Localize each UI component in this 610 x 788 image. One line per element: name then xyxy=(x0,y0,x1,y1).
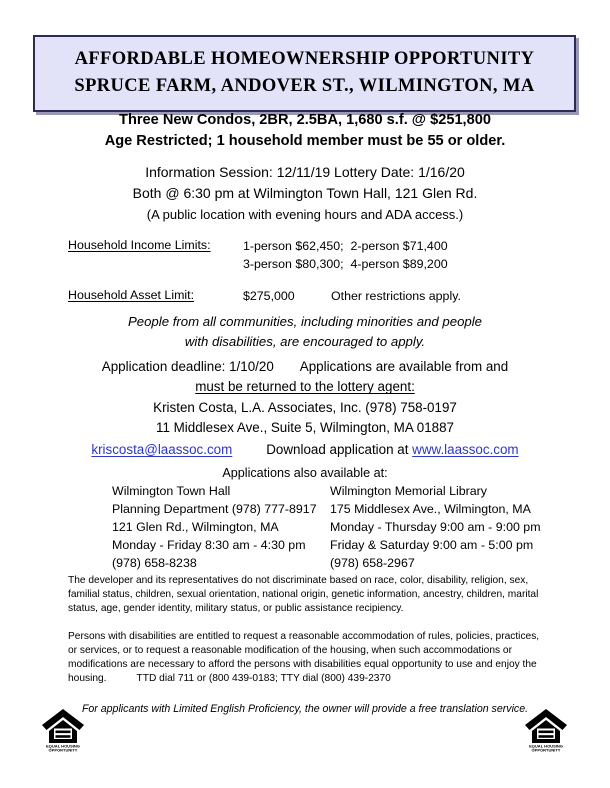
also-available-locations xyxy=(112,482,542,573)
download-application-text: Download application at xyxy=(266,441,409,457)
session-info xyxy=(0,162,610,224)
list-item: Wilmington Town Hall xyxy=(112,484,231,498)
income-limit-line-2: 3-person $80,300; 4-person $89,200 xyxy=(243,256,448,271)
agent-name-phone: Kristen Costa, L.A. Associates, Inc. (978) 758-0197 xyxy=(153,399,457,415)
accommodation-statement xyxy=(68,630,540,686)
asset-limit-row xyxy=(68,288,538,306)
session-location: Both @ 6:30 pm at Wilmington Town Hall, 121 Glen Rd. xyxy=(132,185,478,202)
application-availability: Applications are available from and xyxy=(299,359,509,374)
asset-limit-note: Other restrictions apply. xyxy=(331,289,461,304)
asset-limit-values xyxy=(243,288,538,306)
session-access-note: (A public location with evening hours and ADA access.) xyxy=(146,206,464,222)
nondiscrimination-statement: The developer and its representatives do not discriminate based on race, color, disability, religion, sex, familial status, children, sexual orientation, national origin, genetic information, ancestry, children, marital status, age, gender identity, military status, or public assistance recipiency. xyxy=(68,575,539,615)
equal-housing-opportunity-icon xyxy=(41,706,85,752)
application-return-text: must be returned to the lottery agent: xyxy=(195,379,415,395)
application-return-line xyxy=(0,377,610,397)
tty-relay-line: TTD dial 711 or (800 439-0183; TTY dial (800) 439-2370 xyxy=(136,673,391,685)
title-line-1: AFFORDABLE HOMEOWNERSHIP OPPORTUNITY xyxy=(74,49,535,69)
application-info xyxy=(0,357,610,460)
list-item: Planning Department (978) 777-8917 xyxy=(112,502,317,517)
encouragement-note xyxy=(0,312,610,352)
income-limits-values xyxy=(243,238,538,273)
application-deadline: Application deadline: 1/10/20 xyxy=(101,359,274,374)
also-available-heading: Applications also available at: xyxy=(222,466,388,480)
encouragement-line-2: with disabilities, are encouraged to apply. xyxy=(184,333,426,349)
list-item: (978) 658-2967 xyxy=(330,556,415,571)
svg-text:OPPORTUNITY: OPPORTUNITY xyxy=(48,747,78,752)
list-item: Monday - Thursday 9:00 am - 9:00 pm xyxy=(330,520,541,535)
agent-address: 11 Middlesex Ave., Suite 5, Wilmington, MA 01887 xyxy=(156,420,454,436)
limited-english-proficiency-note: For applicants with Limited English Proficiency, the owner will provide a free translation service. xyxy=(81,703,529,715)
asset-limit-amount: $275,000 xyxy=(243,289,295,304)
encouragement-line-1: People from all communities, including minorities and people xyxy=(127,314,483,329)
agent-email-link[interactable]: kriscosta@laassoc.com xyxy=(91,441,233,457)
income-limit-line-1: 1-person $62,450; 2-person $71,400 xyxy=(243,239,448,253)
list-item: Monday - Friday 8:30 am - 4:30 pm xyxy=(112,538,306,553)
list-item: (978) 658-8238 xyxy=(112,556,197,571)
equal-housing-opportunity-icon xyxy=(524,706,568,752)
accommodation-text: Persons with disabilities are entitled to request a reasonable accommodation of rules, policies, practices, or services, or to request a reasonable modification of the housing, when such accommodations or modifications are necessary to afford the persons with disabilities equal opportunity to use and enjoy the housing. xyxy=(68,631,540,685)
svg-text:EQUAL HOUSING: EQUAL HOUSING xyxy=(46,743,80,749)
title-line-2: SPRUCE FARM, ANDOVER ST., WILMINGTON, MA xyxy=(74,75,535,96)
property-headline xyxy=(0,110,610,151)
asset-limit-label: Household Asset Limit: xyxy=(68,288,195,303)
location-memorial-library xyxy=(330,482,542,573)
agent-website-link[interactable]: www.laassoc.com xyxy=(412,441,519,457)
list-item: 121 Glen Rd., Wilmington, MA xyxy=(112,520,279,535)
eligibility-limits xyxy=(68,238,538,306)
title-banner xyxy=(33,35,576,112)
list-item: Friday & Saturday 9:00 am - 5:00 pm xyxy=(330,538,534,553)
headline-line-2: Age Restricted; 1 household member must be 55 or older. xyxy=(104,132,506,149)
agent-contact-links xyxy=(0,440,610,460)
list-item: 175 Middlesex Ave., Wilmington, MA xyxy=(330,502,531,517)
headline-line-1: Three New Condos, 2BR, 2.5BA, 1,680 s.f. @ $251,800 xyxy=(119,112,491,128)
application-deadline-row xyxy=(0,357,610,377)
income-limits-label: Household Income Limits: xyxy=(68,238,211,252)
svg-text:EQUAL HOUSING: EQUAL HOUSING xyxy=(529,743,563,749)
income-limits-row xyxy=(68,238,538,273)
session-dates: Information Session: 12/11/19 Lottery Date: 1/16/20 xyxy=(145,164,465,180)
svg-text:OPPORTUNITY: OPPORTUNITY xyxy=(531,747,561,752)
location-town-hall xyxy=(112,482,330,573)
list-item: Wilmington Memorial Library xyxy=(330,484,487,498)
